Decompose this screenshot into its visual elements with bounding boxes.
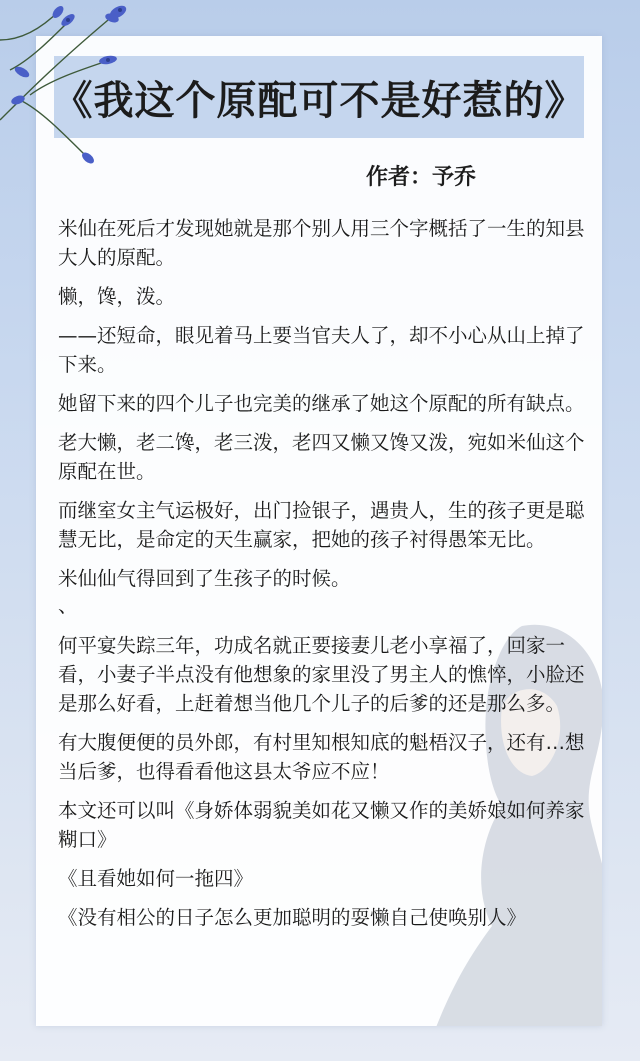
author-line: 作者：予乔 — [366, 165, 477, 190]
paragraph: 米仙在死后才发现她就是那个别人用三个字概括了一生的知县大人的原配。 — [58, 217, 585, 269]
paragraph: ——还短命，眼见着马上要当官夫人了，却不小心从山上掉了下来。 — [58, 324, 585, 376]
paragraph: 有大腹便便的员外郎，有村里知根知底的魁梧汉子，还有…想当后爹，也得看看他这县太爷应不应！ — [58, 731, 585, 783]
paragraph: 米仙仙气得回到了生孩子的时候。 — [58, 567, 351, 590]
paragraph: 《且看她如何一拖四》 — [58, 867, 254, 890]
paragraph: 何平宴失踪三年，功成名就正要接妻儿老小享福了，回家一看，小妻子半点没有他想象的家里没了男主人的憔悴，小脸还是那么好看，上赶着想当他几个儿子的后爹的还是那么多。 — [58, 634, 585, 715]
paragraph: 懒，馋，泼。 — [58, 285, 176, 308]
flower-branch-decoration — [0, 0, 140, 180]
paragraph: 她留下来的四个儿子也完美的继承了她这个原配的所有缺点。 — [58, 392, 585, 415]
page-title: 《我这个原配可不是好惹的》 — [52, 77, 586, 124]
synopsis-body — [58, 214, 586, 942]
paragraph: 老大懒，老二馋，老三泼，老四又懒又馋又泼，宛如米仙这个原配在世。 — [58, 431, 585, 483]
paragraph: 本文还可以叫《身娇体弱貌美如花又懒又作的美娇娘如何养家糊口》 — [58, 799, 585, 851]
separator-mark: 、 — [58, 594, 78, 617]
paragraph: 《没有相公的日子怎么更加聪明的耍懒自己使唤别人》 — [58, 906, 527, 929]
paragraph: 而继室女主气运极好，出门捡银子，遇贵人，生的孩子更是聪慧无比，是命定的天生赢家，把她的孩子衬得愚笨无比。 — [58, 499, 585, 551]
